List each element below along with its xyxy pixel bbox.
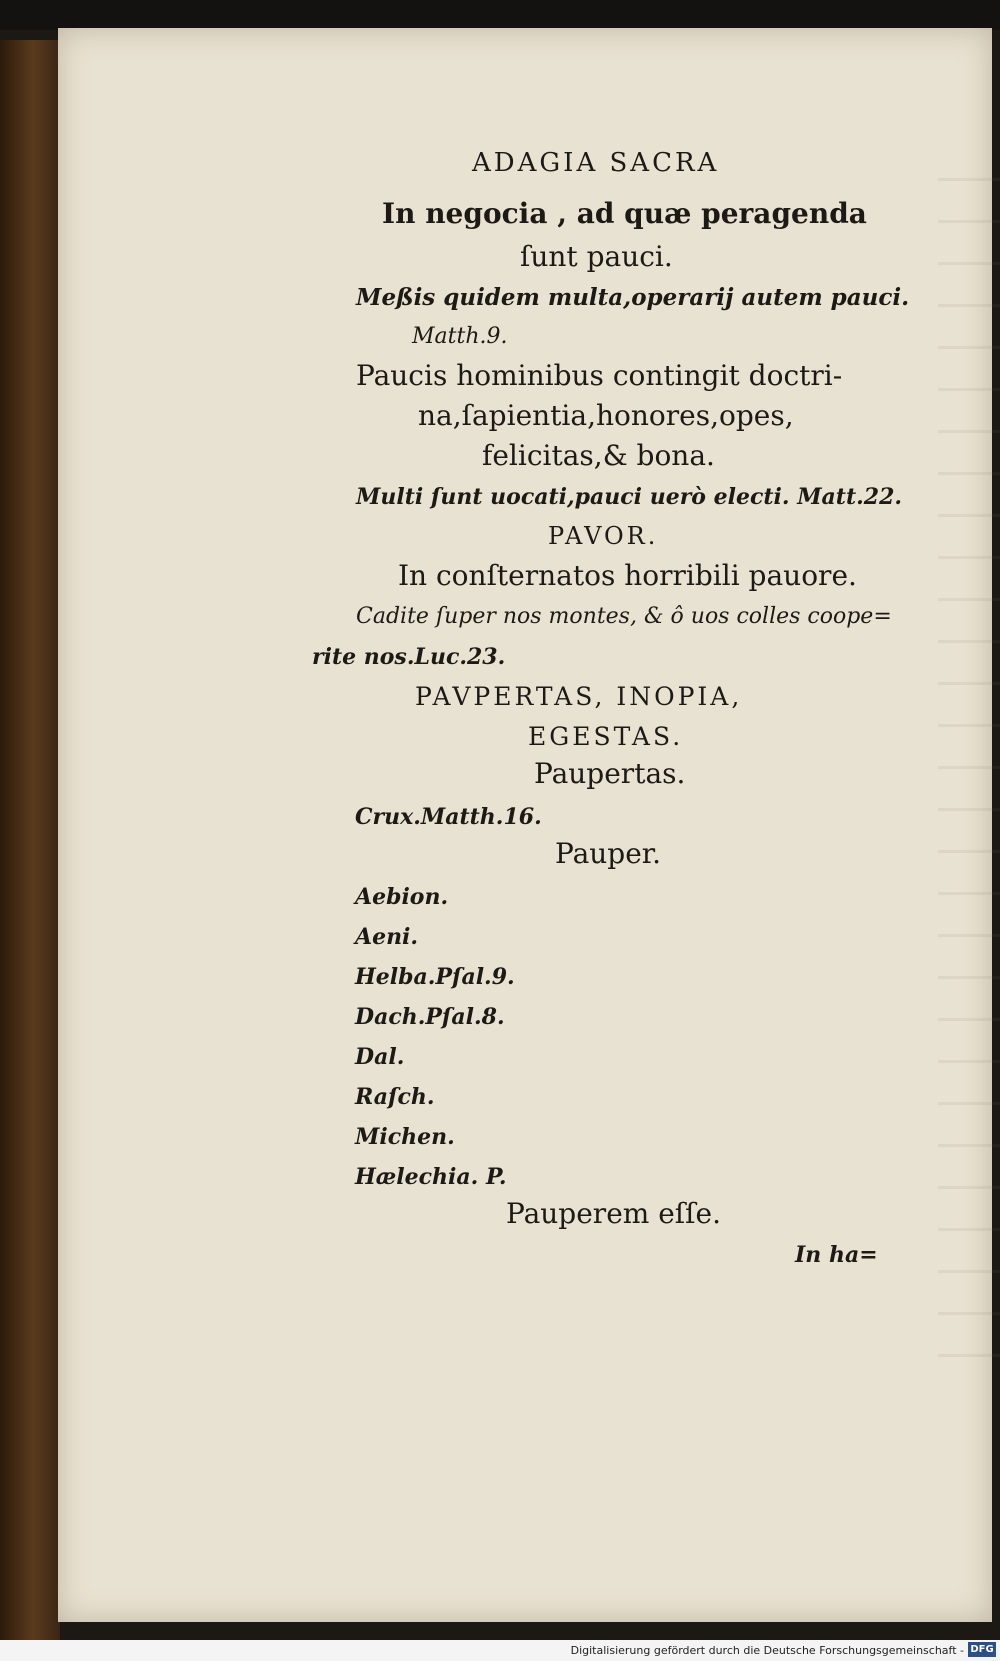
subheading-paupertas: Paupertas. bbox=[534, 757, 686, 790]
line-5: Paucis hominibus contingit doctri- bbox=[356, 359, 843, 392]
subheading-pauper: Pauper. bbox=[555, 837, 662, 870]
heading-pavor: PAVOR. bbox=[548, 522, 659, 550]
line-20: Helba.Pſal.9. bbox=[355, 964, 515, 990]
line-2: ſunt pauci. bbox=[520, 240, 673, 273]
line-7: felicitas,& bona. bbox=[482, 439, 715, 472]
line-3: Meßis quidem multa,operarij autem pauci. bbox=[356, 284, 910, 311]
heading-egestas: EGESTAS. bbox=[528, 722, 684, 751]
subheading-pauperem-esse: Pauperem eſſe. bbox=[506, 1197, 721, 1230]
catchword: In ha= bbox=[795, 1242, 878, 1268]
running-title: ADAGIA SACRA bbox=[472, 148, 720, 178]
heading-paupertas-inopia: PAVPERTAS, INOPIA, bbox=[415, 682, 743, 711]
line-12: rite nos.Luc.23. bbox=[312, 644, 506, 670]
line-11: Cadite ſuper nos montes, & ô uos colles coope= bbox=[356, 604, 892, 629]
line-18: Aebion. bbox=[355, 884, 449, 910]
line-19: Aeni. bbox=[355, 924, 419, 950]
dfg-logo: DFG bbox=[968, 1642, 996, 1657]
line-21: Dach.Pſal.8. bbox=[355, 1004, 505, 1030]
line-24: Michen. bbox=[355, 1124, 455, 1150]
line-6: na,ſapientia,honores,opes, bbox=[418, 399, 794, 432]
line-25: Hælechia. P. bbox=[355, 1164, 507, 1190]
footer-credit: Digitalisierung gefördert durch die Deutsche Forschungsgemeinschaft - bbox=[570, 1644, 964, 1657]
line-22: Dal. bbox=[355, 1044, 405, 1070]
line-1: In negocia , ad quæ peragenda bbox=[382, 197, 867, 230]
scan-top-edge bbox=[0, 0, 1000, 30]
book-binding-edge bbox=[0, 40, 60, 1640]
show-through-text bbox=[938, 178, 1000, 1378]
line-23: Raſch. bbox=[355, 1084, 435, 1110]
line-10: In conſternatos horribili pauore. bbox=[398, 559, 857, 592]
line-16: Crux.Matth.16. bbox=[355, 804, 542, 830]
line-4: Matth.9. bbox=[412, 324, 508, 349]
line-8: Multi ſunt uocati,pauci uerò electi. Matt.22. bbox=[356, 484, 903, 510]
